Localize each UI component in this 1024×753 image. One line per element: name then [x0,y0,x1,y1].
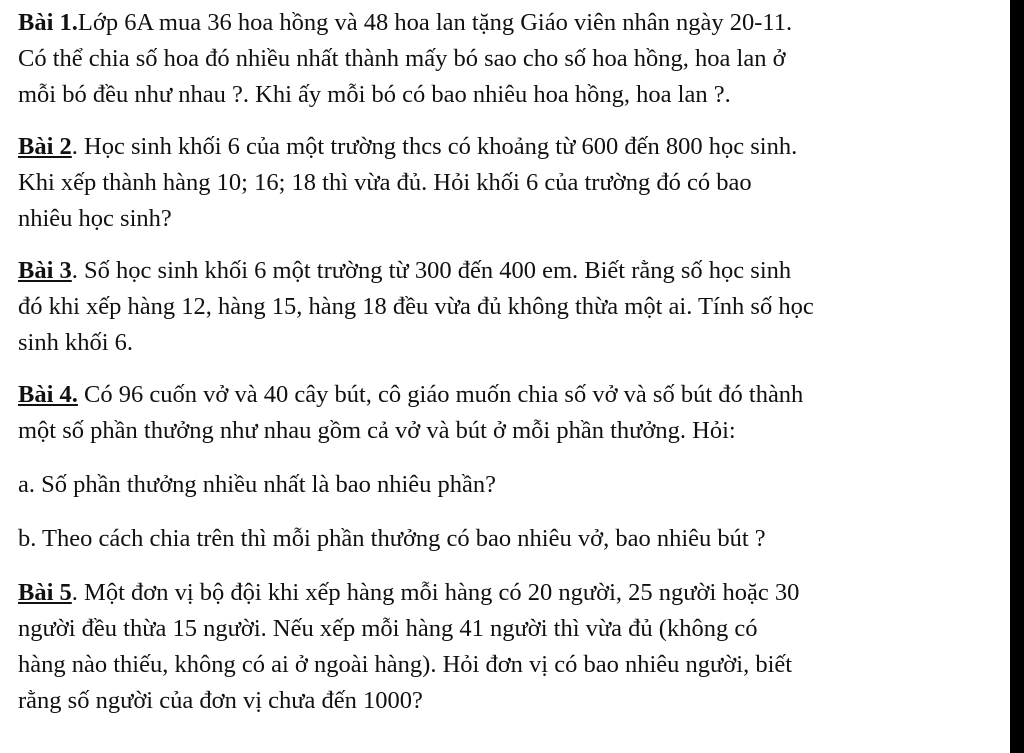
problem-1 [18,5,1008,113]
right-edge-bar [1010,0,1024,753]
problem-2-text: . Học sinh khối 6 của một trường thcs có khoảng từ 600 đến 800 học sinh. Khi xếp thành hàng 10; 16; 18 thì vừa đủ. Hỏi khối 6 của trường đó có bao nhiêu học sinh? [18,133,798,232]
problem-3-label: Bài 3 [18,257,72,284]
problem-1-text: Lớp 6A mua 36 hoa hồng và 48 hoa lan tặng Giáo viên nhân ngày 20-11. Có thể chia số hoa đó nhiều nhất thành mấy bó sao cho số hoa hồng, hoa lan ở mỗi bó đều như nhau ?. Khi ấy mỗi bó có bao nhiêu hoa hồng, hoa lan ?. [18,9,793,108]
problem-4-part-a: a. Số phần thưởng nhiều nhất là bao nhiêu phần? [18,471,497,498]
problem-2 [18,129,1008,237]
problem-5 [18,575,1008,719]
problem-4-part-b: b. Theo cách chia trên thì mỗi phần thưởng có bao nhiêu vở, bao nhiêu bút ? [18,525,766,552]
problem-2-label: Bài 2 [18,133,72,160]
problem-4-text: Có 96 cuốn vở và 40 cây bút, cô giáo muốn chia số vở và số bút đó thành một số phần thưởng như nhau gồm cả vở và bút ở mỗi phần thưởng. Hỏi: [18,381,804,444]
problem-4-label: Bài 4. [18,381,78,408]
problem-5-text: . Một đơn vị bộ đội khi xếp hàng mỗi hàng có 20 người, 25 người hoặc 30 người đều thừa 15 người. Nếu xếp mỗi hàng 41 người thì vừa đủ (không có hàng nào thiếu, không có ai ở ngoài hàng). Hỏi đơn vị có bao nhiêu người, biết rằng số người của đơn vị chưa đến 1000? [18,579,800,714]
problem-5-label: Bài 5 [18,579,72,606]
problem-4 [18,377,1008,449]
exercise-sheet [18,5,1008,735]
problem-1-label: Bài 1. [18,9,78,36]
problem-3 [18,253,1008,361]
problem-3-text: . Số học sinh khối 6 một trường từ 300 đến 400 em. Biết rằng số học sinh đó khi xếp hàng 12, hàng 15, hàng 18 đều vừa đủ không thừa một ai. Tính số học sinh khối 6. [18,257,814,356]
